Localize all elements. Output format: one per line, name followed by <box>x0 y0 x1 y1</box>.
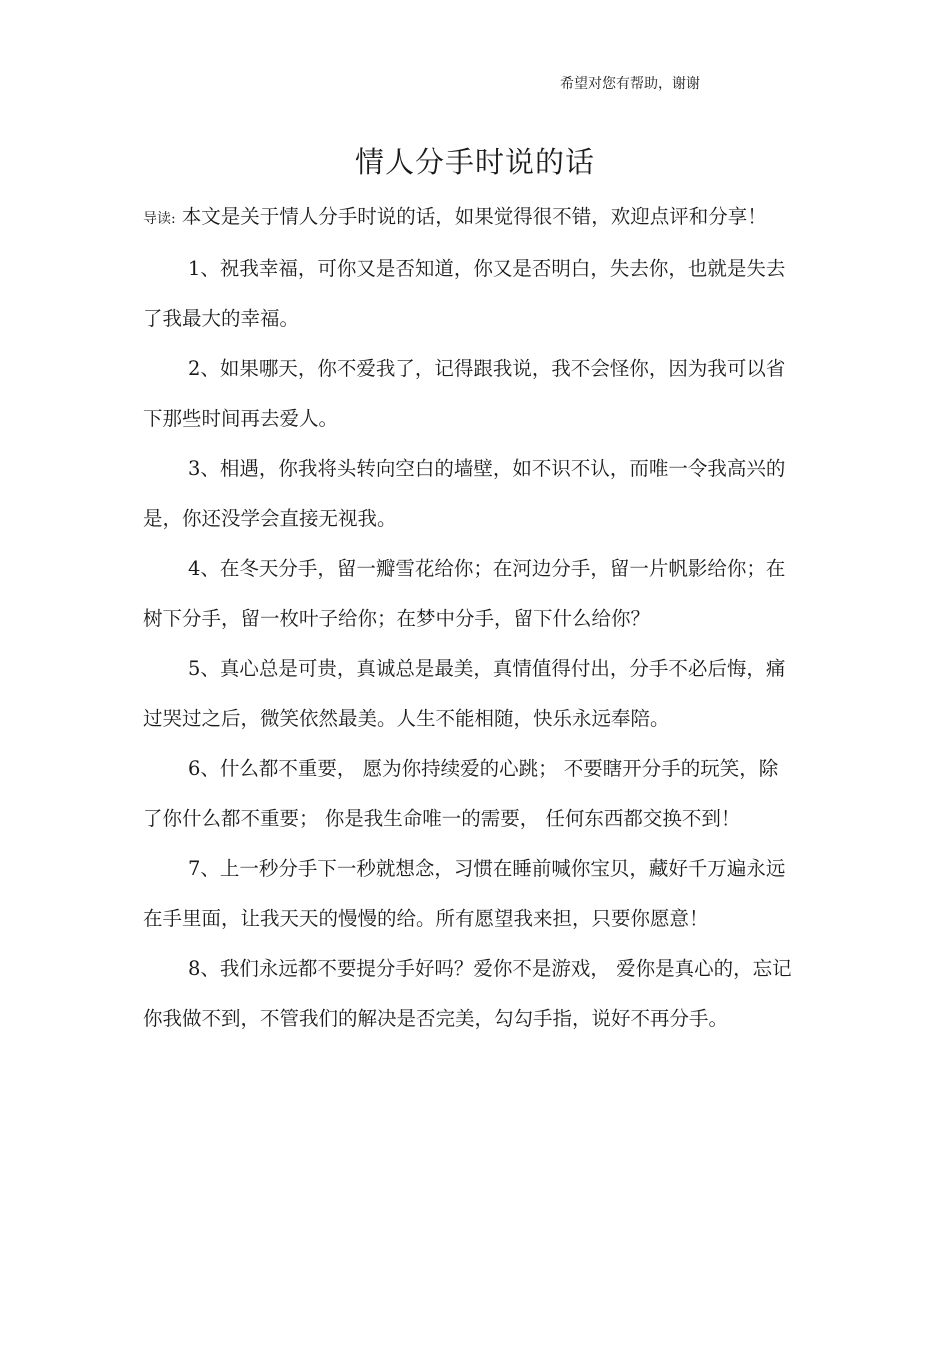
list-item: 6、什么都不重要， 愿为你持续爱的心跳； 不要瞎开分手的玩笑，除了你什么都不重要； 你是我生命唯一的需要， 任何东西都交换不到！ <box>143 757 779 830</box>
intro-paragraph <box>143 192 793 244</box>
list-item: 3、相遇，你我将头转向空白的墙壁，如不识不认，而唯一令我高兴的是，你还没学会直接无视我。 <box>143 457 786 530</box>
list-item: 7、上一秒分手下一秒就想念，习惯在睡前喊你宝贝，藏好千万遍永远在手里面，让我天天的慢慢的给。所有愿望我来担，只要你愿意！ <box>143 857 786 930</box>
intro-text: 本文是关于情人分手时说的话，如果觉得很不错，欢迎点评和分享！ <box>181 205 767 228</box>
list-item: 4、在冬天分手，留一瓣雪花给你；在河边分手，留一片帆影给你；在树下分手，留一枚叶子给你；在梦中分手，留下什么给你？ <box>143 557 786 630</box>
intro-label: 导读: <box>143 211 176 227</box>
page-title: 情人分手时说的话 <box>354 145 595 179</box>
list-item: 2、如果哪天，你不爱我了，记得跟我说，我不会怪你，因为我可以省下那些时间再去爱人。 <box>143 357 786 430</box>
list-item: 8、我们永远都不要提分手好吗？爱你不是游戏， 爱你是真心的，忘记你我做不到，不管我们的解决是否完美，勾勾手指，说好不再分手。 <box>143 957 792 1030</box>
list-item: 1、祝我幸福，可你又是否知道，你又是否明白，失去你，也就是失去了我最大的幸福。 <box>143 257 786 330</box>
article-body <box>143 192 793 1044</box>
header-note: 希望对您有帮助，谢谢 <box>560 76 700 92</box>
list-item: 5、真心总是可贵，真诚总是最美，真情值得付出，分手不必后悔，痛过哭过之后，微笑依然最美。人生不能相随，快乐永远奉陪。 <box>143 657 786 730</box>
